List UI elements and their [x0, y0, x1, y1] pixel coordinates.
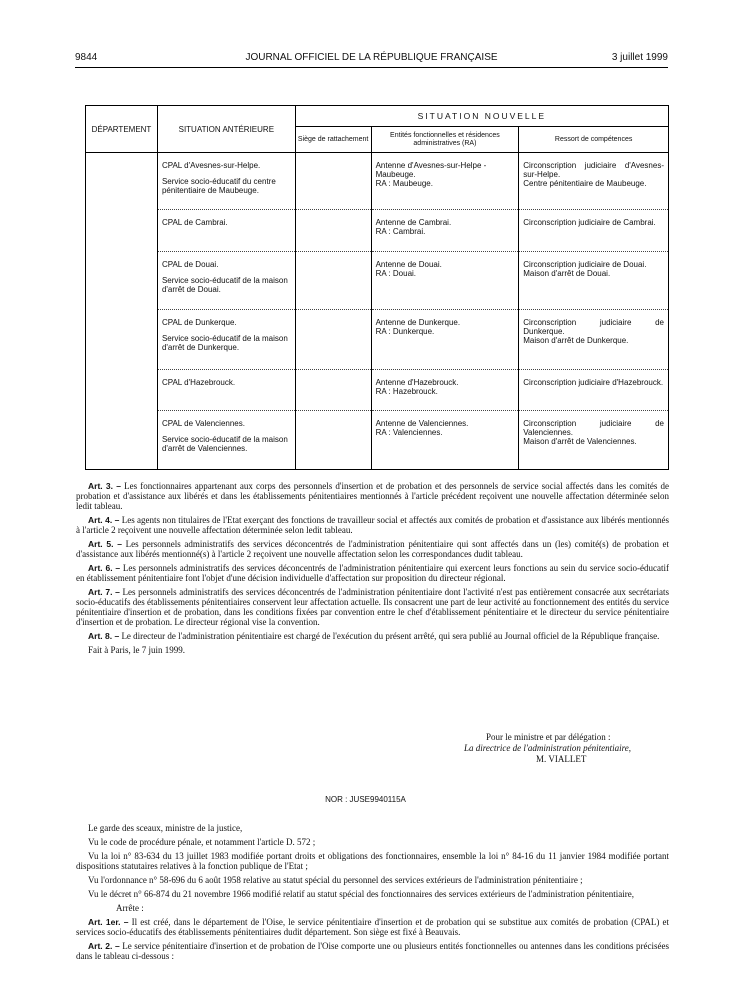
ant-line: Service socio-éducatif de la maison d'arrêt de Valenciennes. — [161, 435, 288, 453]
table-row — [158, 310, 295, 370]
departement-cell — [86, 153, 158, 470]
page-header — [75, 52, 668, 66]
article — [76, 941, 669, 961]
col-ressort: Ressort de compétences — [519, 127, 669, 153]
decree-intro: Le garde des sceaux, ministre de la justice, — [88, 823, 243, 833]
article — [76, 917, 669, 937]
arrete-line: Arrête : — [116, 903, 144, 913]
ent-line: Antenne de Valenciennes. — [375, 419, 469, 428]
article-text: Les personnels administratifs des services déconcentrés de l'administration pénitentiaire dont l'activité n'est pas entièrement consacrée aux secrétariats socio-éducatifs des établissements pénitentiaires conservent leur affectation actuelle. Ils consacrent une part de leur activité au fonctionnement des entités du service pénitentiaire d'insertion et de probation, dans les conditions fixées par convention entre le chef d'établissement pénitentiaire et le directeur du service pénitentiaire d'insertion et de probation. Le directeur régional vise la convention. — [76, 587, 669, 627]
correspondence-table — [85, 105, 669, 470]
article — [76, 539, 669, 559]
ent-line: RA : Valenciennes. — [375, 428, 443, 437]
res-line: Centre pénitentiaire de Maubeuge. — [523, 179, 647, 188]
article-label: Art. 7. – — [88, 587, 120, 597]
res-line: Maison d'arrêt de Dunkerque. — [523, 336, 629, 345]
col-departement: DÉPARTEMENT — [86, 106, 158, 153]
entites-column — [371, 153, 519, 470]
table-row — [158, 252, 295, 310]
ent-line: RA : Cambrai. — [375, 227, 426, 236]
issue-date: 3 juillet 1999 — [611, 52, 668, 63]
articles-block — [76, 481, 669, 659]
ent-line: RA : Hazebrouck. — [375, 387, 438, 396]
res-line: Maison d'arrêt de Douai. — [523, 269, 611, 278]
ent-line: RA : Dunkerque. — [375, 327, 435, 336]
journal-title: JOURNAL OFFICIEL DE LA RÉPUBLIQUE FRANÇAISE — [245, 52, 498, 63]
article-text: Il est créé, dans le département de l'Oise, le service pénitentiaire d'insertion et de probation qui se substitue aux comités de probation (CPAL) et services socio-éducatifs des établissements pénitentiaires dudit département. Son siège est fixé à Beauvais. — [76, 917, 669, 937]
nor-reference: NOR : JUSE9940115A — [325, 795, 406, 804]
vu-line: Vu le décret n° 66-874 du 21 novembre 1966 modifié relatif au statut spécial des fonctionnaires des services extérieurs de l'administration pénitentiaire, — [88, 889, 635, 899]
ant-line: CPAL de Dunkerque. — [161, 318, 237, 327]
res-line: Circonscription judiciaire de Dunkerque. — [523, 318, 664, 336]
article-text: Les personnels administratifs des services déconcentrés de l'administration pénitentiaire qui exercent leurs fonctions au sein du service socio-éducatif en établissement pénitentiaire font l'objet d'une décision individuelle d'affectation sur proposition du directeur régional. — [76, 563, 669, 583]
article-text: Le service pénitentiaire d'insertion et de probation de l'Oise comporte une ou plusieurs entités fonctionnelles ou antennes dans les conditions précisées dans le tableau ci-dessous : — [76, 941, 669, 961]
ent-line: Antenne de Douai. — [375, 260, 442, 269]
ant-line: CPAL de Douai. — [161, 260, 219, 269]
res-line: Circonscription judiciaire de Douai. — [523, 260, 647, 269]
col-entites: Entités fonctionnelles et résidences administratives (RA) — [371, 127, 519, 153]
ant-line: CPAL de Valenciennes. — [161, 419, 245, 428]
siege-column — [295, 153, 371, 470]
ressort-column — [519, 153, 669, 470]
res-line: Circonscription judiciaire d'Hazebrouck. — [523, 378, 664, 387]
res-line: Circonscription judiciaire de Cambrai. — [523, 218, 656, 227]
signature-block — [464, 732, 674, 765]
article-label: Art. 2. – — [88, 941, 120, 951]
ent-line: Antenne de Cambrai. — [375, 218, 452, 227]
table-row — [158, 370, 295, 411]
vu-line: Vu l'ordonnance n° 58-696 du 6 août 1958 relative au statut spécial du personnel des services extérieurs de l'administration pénitentiaire ; — [88, 875, 583, 885]
article-label: Art. 3. – — [88, 481, 121, 491]
article-label: Art. 8. – — [88, 631, 120, 641]
article-text: Le directeur de l'administration pénitentiaire est chargé de l'exécution du présent arrêté, qui sera publié au Journal officiel de la République française. — [121, 631, 660, 641]
article — [76, 515, 669, 535]
article-text: Les fonctionnaires appartenant aux corps des personnels d'insertion et de probation et des personnels de service social affectés dans les comités de probation et d'assistance aux libérés et dans les établissements pénitentiaires mentionnés à l'article précédent reçoivent une nouvelle affectation déterminée selon ledit tableau. — [76, 481, 670, 511]
ent-line: Antenne de Dunkerque. — [375, 318, 461, 327]
article — [76, 587, 669, 627]
vu-line: Vu le code de procédure pénale, et notamment l'article D. 572 ; — [88, 837, 316, 847]
ant-line: Service socio-éducatif de la maison d'arrêt de Douai. — [161, 276, 288, 294]
article-label: Art. 6. – — [88, 563, 121, 573]
ent-line: RA : Maubeuge. — [375, 179, 433, 188]
article — [76, 563, 669, 583]
res-line: Maison d'arrêt de Valenciennes. — [523, 437, 637, 446]
table-row — [158, 210, 295, 252]
ant-line: Service socio-éducatif du centre pénitentiaire de Maubeuge. — [161, 177, 276, 195]
fait-a-paris: Fait à Paris, le 7 juin 1999. — [88, 645, 185, 655]
article-label: Art. 1er. – — [88, 917, 129, 927]
ant-line: CPAL de Cambrai. — [161, 218, 228, 227]
signature-line: Pour le ministre et par délégation : — [486, 732, 611, 742]
anterieure-column — [157, 153, 295, 470]
article-text: Les personnels administratifs des services déconcentrés de l'administration pénitentiaire qui sont affectés dans un (les) comité(s) de probation et d'assistance aux libérés mentionné(s) à l'article 2 reçoivent une nouvelle affectation selon les correspondances dudit tableau. — [76, 539, 670, 559]
decree-block — [76, 823, 669, 965]
ant-line: Service socio-éducatif de la maison d'arrêt de Dunkerque. — [161, 334, 288, 352]
res-line: Circonscription judiciaire de Valenciennes. — [523, 419, 664, 437]
ent-line: RA : Douai. — [375, 269, 417, 278]
table-row — [158, 153, 295, 210]
col-situation-nouvelle: SITUATION NOUVELLE — [295, 106, 668, 127]
table-row — [158, 411, 295, 469]
signature-line: La directrice de l'administration pénitentiaire, — [464, 743, 631, 753]
col-situation-anterieure: SITUATION ANTÉRIEURE — [157, 106, 295, 153]
ant-line: CPAL d'Avesnes-sur-Helpe. — [161, 161, 261, 170]
article-label: Art. 5. – — [88, 539, 122, 549]
page-number: 9844 — [75, 52, 98, 63]
ent-line: Antenne d'Avesnes-sur-Helpe - Maubeuge. — [375, 161, 487, 179]
header-rule — [75, 67, 668, 68]
signatory-name: M. VIALLET — [536, 754, 587, 764]
article-text: Les agents non titulaires de l'Etat exerçant des fonctions de travailleur social et affectés aux comités de probation et d'assistance aux libérés mentionnés à l'article 2 reçoivent une nouvelle affectation déterminée selon ledit tableau. — [76, 515, 670, 535]
ent-line: Antenne d'Hazebrouck. — [375, 378, 459, 387]
article — [76, 631, 669, 641]
vu-line: Vu la loi n° 83-634 du 13 juillet 1983 modifiée portant droits et obligations des fonctionnaires, ensemble la loi n° 84-16 du 11 janvier 1984 modifiée portant dispositions statutaires relatives à la fonction publique de l'Etat ; — [76, 851, 669, 871]
article-label: Art. 4. – — [88, 515, 120, 525]
col-siege: Siège de rattachement — [295, 127, 371, 153]
ant-line: CPAL d'Hazebrouck. — [161, 378, 236, 387]
res-line: Circonscription judiciaire d'Avesnes-sur-Helpe. — [523, 161, 664, 179]
article — [76, 481, 669, 511]
